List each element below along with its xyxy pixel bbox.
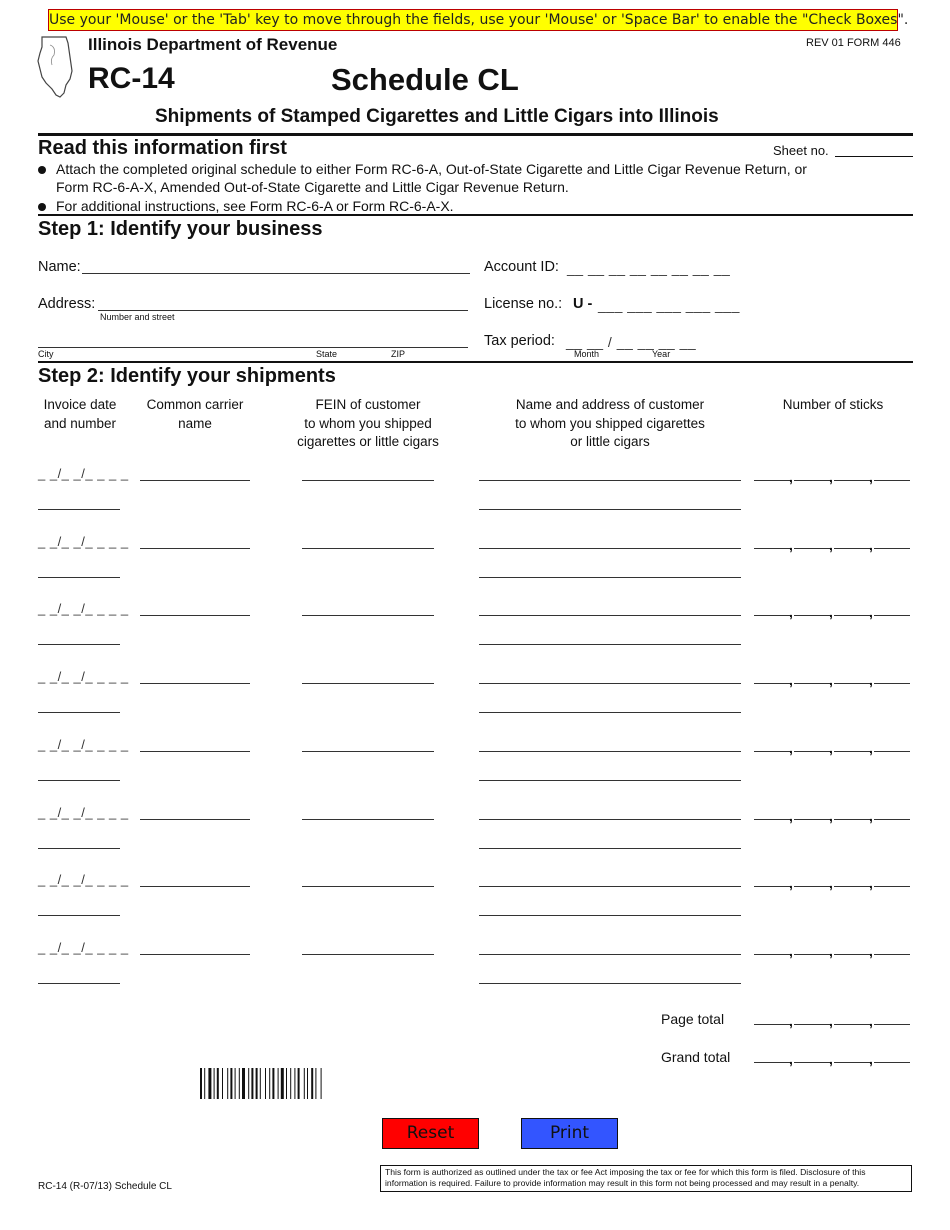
- city-caption: City: [38, 349, 54, 359]
- barcode-bar: [230, 1068, 232, 1099]
- comma-separator: ,: [869, 604, 873, 621]
- sticks-input[interactable]: [754, 535, 912, 553]
- invoice-date-input[interactable]: _ _/_ _/_ _ _ _: [38, 872, 129, 888]
- comma-separator: ,: [829, 536, 833, 553]
- barcode-bar: [217, 1068, 219, 1099]
- fein-input[interactable]: [302, 683, 434, 684]
- sticks-segment: [754, 480, 790, 481]
- sticks-segment: [794, 819, 830, 820]
- invoice-date-input[interactable]: _ _/_ _/_ _ _ _: [38, 533, 129, 549]
- comma-separator: ,: [789, 942, 793, 959]
- barcode-bar: [222, 1068, 223, 1099]
- sticks-segment: [794, 1024, 830, 1025]
- barcode-bar: [208, 1068, 211, 1099]
- sticks-segment: [874, 954, 910, 955]
- carrier-name-input[interactable]: [140, 886, 250, 887]
- sticks-input[interactable]: [754, 738, 912, 756]
- page-total-input[interactable]: [754, 1011, 912, 1029]
- info-divider: [38, 214, 913, 216]
- fein-input[interactable]: [302, 819, 434, 820]
- sticks-segment: [794, 683, 830, 684]
- invoice-date-input[interactable]: _ _/_ _/_ _ _ _: [38, 804, 129, 820]
- customer-name-input[interactable]: [479, 615, 741, 616]
- barcode-bar: [311, 1068, 313, 1099]
- sticks-segment: [754, 615, 790, 616]
- invoice-number-input[interactable]: [38, 915, 120, 916]
- form-revision-footer: RC-14 (R-07/13) Schedule CL: [38, 1181, 172, 1192]
- street-input[interactable]: [98, 310, 468, 311]
- sticks-segment: [754, 683, 790, 684]
- info-bullet-1-cont: Form RC-6-A-X, Amended Out-of-State Cigarette and Little Cigar Revenue Return.: [56, 179, 569, 195]
- account-id-label: Account ID:: [484, 259, 559, 275]
- customer-address-input[interactable]: [479, 644, 741, 645]
- carrier-name-input[interactable]: [140, 548, 250, 549]
- comma-separator: ,: [789, 739, 793, 756]
- customer-name-input[interactable]: [479, 819, 741, 820]
- invoice-number-input[interactable]: [38, 644, 120, 645]
- comma-separator: ,: [789, 604, 793, 621]
- customer-address-input[interactable]: [479, 509, 741, 510]
- col-customer-header: Name and address of customer to whom you shipped cigarettes or little cigars: [515, 397, 705, 449]
- sticks-input[interactable]: [754, 873, 912, 892]
- comma-separator: ,: [789, 1013, 793, 1029]
- carrier-name-input[interactable]: [140, 819, 250, 820]
- comma-separator: ,: [829, 942, 833, 959]
- barcode-bar: [260, 1068, 261, 1099]
- barcode-bar: [251, 1068, 253, 1099]
- invoice-number-input[interactable]: [38, 509, 120, 510]
- page-total-label: Page total: [661, 1011, 725, 1027]
- sticks-segment: [874, 615, 910, 616]
- barcode-bar: [269, 1068, 270, 1099]
- sticks-segment: [794, 1062, 830, 1063]
- carrier-name-input[interactable]: [140, 480, 250, 481]
- step1-divider: [38, 361, 913, 363]
- sticks-segment: [874, 1024, 910, 1025]
- comma-separator: ,: [789, 536, 793, 553]
- sticks-segment: [754, 954, 790, 955]
- comma-separator: ,: [829, 875, 833, 892]
- name-label: Name:: [38, 259, 81, 275]
- grand-total-input[interactable]: [754, 1049, 912, 1067]
- sticks-segment: [834, 1062, 870, 1063]
- invoice-date-input[interactable]: _ _/_ _/_ _ _ _: [38, 669, 129, 685]
- customer-name-input[interactable]: [479, 751, 741, 752]
- form-subtitle: Shipments of Stamped Cigarettes and Little Cigars into Illinois: [155, 106, 719, 127]
- print-button[interactable]: Print: [521, 1118, 618, 1149]
- sticks-segment: [794, 615, 830, 616]
- sticks-input[interactable]: [754, 467, 912, 485]
- bullet-icon: [38, 203, 46, 211]
- comma-separator: ,: [789, 875, 793, 892]
- col-invoice-header: Invoice date and number: [43, 397, 117, 431]
- sticks-input[interactable]: [754, 670, 912, 689]
- fein-input[interactable]: [302, 954, 434, 955]
- customer-address-input[interactable]: [479, 577, 741, 578]
- address-label: Address:: [38, 296, 96, 312]
- sticks-segment: [874, 683, 910, 684]
- comma-separator: ,: [829, 739, 833, 756]
- sticks-segment: [834, 480, 870, 481]
- carrier-name-input[interactable]: [140, 615, 250, 616]
- fein-input[interactable]: [302, 615, 434, 616]
- customer-address-input[interactable]: [479, 712, 741, 713]
- instruction-banner: Use your 'Mouse' or the 'Tab' key to move through the fields, use your 'Mouse' or 'Space Bar' to enable the "Check Boxes".: [48, 9, 898, 31]
- customer-address-input[interactable]: [479, 780, 741, 781]
- agency-name: Illinois Department of Revenue: [88, 35, 338, 54]
- barcode-bar: [272, 1068, 274, 1099]
- invoice-date-input[interactable]: _ _/_ _/_ _ _ _: [38, 939, 129, 955]
- header-divider: [38, 133, 913, 136]
- barcode-bar: [214, 1068, 215, 1099]
- sheet-number-label: Sheet no.: [773, 143, 829, 158]
- sticks-input[interactable]: [754, 806, 912, 824]
- sticks-input[interactable]: [754, 602, 912, 621]
- comma-separator: ,: [829, 672, 833, 689]
- comma-separator: ,: [789, 807, 793, 824]
- license-prefix: U -: [573, 296, 593, 312]
- invoice-number-input[interactable]: [38, 983, 120, 984]
- city-state-zip-input[interactable]: [38, 347, 468, 348]
- comma-separator: ,: [789, 469, 793, 485]
- account-id-input[interactable]: __ __ __ __ __ __ __ __: [567, 260, 731, 276]
- sticks-segment: [834, 615, 870, 616]
- bullet-icon: [38, 166, 46, 174]
- sticks-segment: [794, 480, 830, 481]
- carrier-name-input[interactable]: [140, 683, 250, 684]
- sticks-segment: [794, 886, 830, 887]
- comma-separator: ,: [869, 672, 873, 689]
- form-number: RC-14: [88, 62, 175, 95]
- month-caption: Month: [574, 349, 600, 359]
- reset-button[interactable]: Reset: [382, 1118, 479, 1149]
- customer-name-input[interactable]: [479, 548, 741, 549]
- illinois-state-icon: [36, 35, 76, 99]
- customer-name-input[interactable]: [479, 480, 741, 481]
- barcode-bar: [200, 1068, 202, 1099]
- info-heading: Read this information first: [38, 137, 287, 159]
- sticks-segment: [874, 886, 910, 887]
- sticks-segment: [754, 886, 790, 887]
- barcode-bar: [321, 1068, 322, 1099]
- schedule-title: Schedule CL: [331, 62, 519, 97]
- barcode-bar: [281, 1068, 284, 1099]
- year-caption: Year: [652, 349, 671, 359]
- sticks-segment: [794, 548, 830, 549]
- sticks-segment: [754, 1024, 790, 1025]
- comma-separator: ,: [869, 469, 873, 485]
- barcode-bar: [242, 1068, 245, 1099]
- sticks-segment: [794, 751, 830, 752]
- sticks-segment: [834, 886, 870, 887]
- info-bullet-2: For additional instructions, see Form RC-6-A or Form RC-6-A-X.: [56, 198, 454, 214]
- info-bullet-1: Attach the completed original schedule to either Form RC-6-A, Out-of-State Cigarette and Little Cigar Revenue Return, or: [56, 161, 807, 177]
- carrier-name-input[interactable]: [140, 751, 250, 752]
- sticks-segment: [874, 1062, 910, 1063]
- sticks-segment: [874, 819, 910, 820]
- sticks-segment: [794, 954, 830, 955]
- fein-input[interactable]: [302, 886, 434, 887]
- barcode-image: [200, 1068, 357, 1099]
- barcode-bar: [227, 1068, 228, 1099]
- invoice-date-input[interactable]: _ _/_ _/_ _ _ _: [38, 601, 129, 617]
- sticks-input[interactable]: [754, 941, 912, 959]
- comma-separator: ,: [869, 1013, 873, 1029]
- name-input[interactable]: [82, 273, 470, 274]
- barcode-bar: [304, 1068, 305, 1099]
- sticks-segment: [834, 1024, 870, 1025]
- comma-separator: ,: [829, 469, 833, 485]
- customer-name-input[interactable]: [479, 886, 741, 887]
- barcode-bar: [204, 1068, 205, 1099]
- comma-separator: ,: [829, 604, 833, 621]
- sticks-segment: [754, 751, 790, 752]
- invoice-date-input[interactable]: _ _/_ _/_ _ _ _: [38, 736, 129, 752]
- license-label: License no.:: [484, 296, 563, 312]
- sticks-segment: [834, 751, 870, 752]
- tax-period-input[interactable]: __ __ / __ __ __ __: [566, 334, 697, 350]
- barcode-bar: [265, 1068, 266, 1099]
- invoice-number-input[interactable]: [38, 780, 120, 781]
- sticks-segment: [874, 480, 910, 481]
- comma-separator: ,: [829, 1013, 833, 1029]
- comma-separator: ,: [829, 807, 833, 824]
- customer-name-input[interactable]: [479, 683, 741, 684]
- comma-separator: ,: [869, 739, 873, 756]
- street-caption: Number and street: [100, 312, 175, 322]
- carrier-name-input[interactable]: [140, 954, 250, 955]
- fein-input[interactable]: [302, 480, 434, 481]
- license-input[interactable]: ___ ___ ___ ___ ___: [598, 297, 740, 313]
- sticks-segment: [754, 819, 790, 820]
- state-caption: State: [316, 349, 338, 359]
- barcode-bar: [315, 1068, 316, 1099]
- customer-address-input[interactable]: [479, 983, 741, 984]
- comma-separator: ,: [869, 875, 873, 892]
- fein-input[interactable]: [302, 548, 434, 549]
- barcode-bar: [248, 1068, 249, 1099]
- barcode-bar: [256, 1068, 258, 1099]
- invoice-date-input[interactable]: _ _/_ _/_ _ _ _: [38, 466, 129, 481]
- comma-separator: ,: [869, 536, 873, 553]
- comma-separator: ,: [869, 1051, 873, 1067]
- fein-input[interactable]: [302, 751, 434, 752]
- disclaimer-box: This form is authorized as outlined under the tax or fee Act imposing the tax or fee for which this form is filed. Disclosure of this information is required. Failure to provide information may result in this form not being processed and may result in a penalty.: [380, 1165, 912, 1192]
- comma-separator: ,: [789, 1051, 793, 1067]
- sticks-segment: [874, 548, 910, 549]
- barcode-bar: [278, 1068, 279, 1099]
- invoice-number-input[interactable]: [38, 577, 120, 578]
- step2-heading: Step 2: Identify your shipments: [38, 365, 336, 387]
- barcode-bar: [286, 1068, 287, 1099]
- step1-heading: Step 1: Identify your business: [38, 218, 323, 240]
- comma-separator: ,: [789, 672, 793, 689]
- customer-address-input[interactable]: [479, 848, 741, 849]
- tax-period-label: Tax period:: [484, 333, 555, 349]
- barcode-bar: [294, 1068, 295, 1099]
- customer-address-input[interactable]: [479, 915, 741, 916]
- barcode-bar: [290, 1068, 291, 1099]
- col-sticks-header: Number of sticks: [782, 397, 884, 412]
- col-fein-header: FEIN of customer to whom you shipped cigarettes or little cigars: [297, 397, 439, 449]
- grand-total-label: Grand total: [661, 1049, 731, 1065]
- barcode-bar: [307, 1068, 308, 1099]
- barcode-bar: [298, 1068, 300, 1099]
- comma-separator: ,: [829, 1051, 833, 1067]
- sticks-segment: [834, 819, 870, 820]
- invoice-number-input[interactable]: [38, 848, 120, 849]
- sticks-segment: [754, 1062, 790, 1063]
- rev-form-label: REV 01 FORM 446: [806, 37, 901, 49]
- comma-separator: ,: [869, 807, 873, 824]
- barcode-bar: [239, 1068, 240, 1099]
- sticks-segment: [874, 751, 910, 752]
- col-carrier-header: Common carrier name: [146, 397, 244, 431]
- barcode-bar: [235, 1068, 236, 1099]
- sheet-number-input[interactable]: [835, 156, 913, 157]
- sticks-segment: [834, 954, 870, 955]
- sticks-segment: [834, 683, 870, 684]
- customer-name-input[interactable]: [479, 954, 741, 955]
- invoice-number-input[interactable]: [38, 712, 120, 713]
- sticks-segment: [834, 548, 870, 549]
- comma-separator: ,: [869, 942, 873, 959]
- sticks-segment: [754, 548, 790, 549]
- zip-caption: ZIP: [391, 349, 406, 359]
